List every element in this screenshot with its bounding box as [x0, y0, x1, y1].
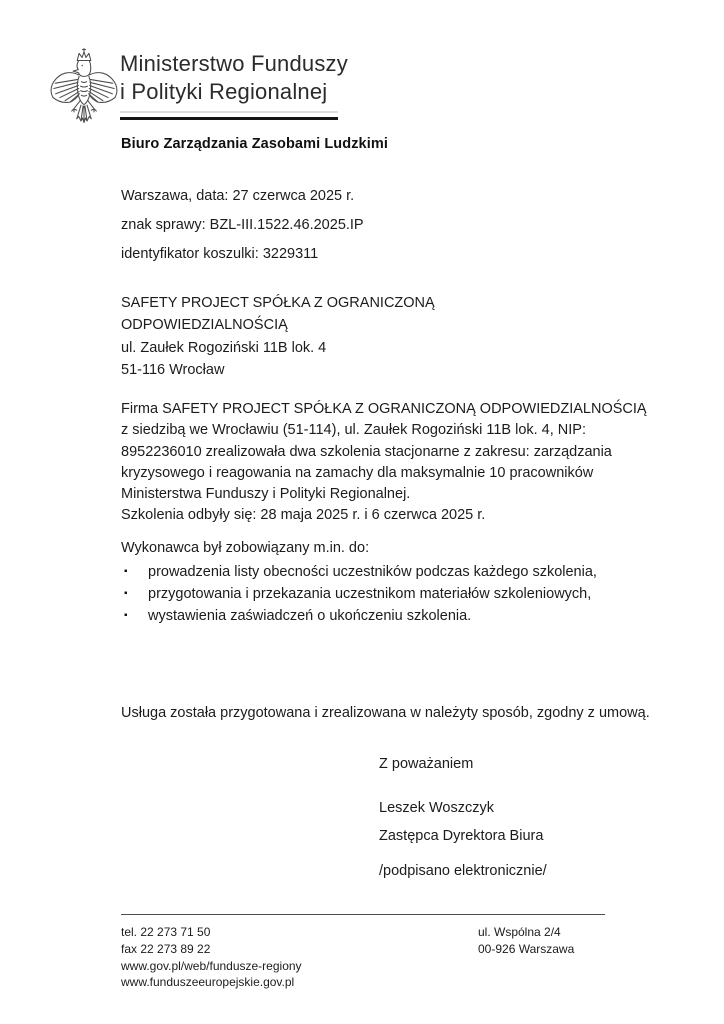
electronic-signature-note: /podpisano elektronicznie/ [379, 863, 547, 879]
footer-website-1: www.gov.pl/web/fundusze-regiony [121, 958, 302, 973]
footer-city: 00-926 Warszawa [478, 941, 575, 956]
recipient-line: 51-116 Wrocław [121, 362, 225, 379]
recipient-line: ul. Zaułek Rogoziński 11B lok. 4 [121, 339, 327, 356]
paragraph-line: Szkolenia odbyły się: 28 maja 2025 r. i 6 czerwca 2025 r. [121, 507, 486, 524]
bullet-square-icon: ▪ [124, 566, 128, 577]
list-item [124, 561, 597, 583]
obligations-list [124, 561, 597, 627]
ministry-title [120, 50, 348, 106]
header-rule-black [120, 117, 338, 120]
list-item [124, 605, 597, 627]
place-date: Warszawa, data: 27 czerwca 2025 r. [121, 188, 355, 204]
closing-statement: Usługa została przygotowana i zrealizowana w należyty sposób, zgodny z umową. [121, 705, 650, 721]
main-paragraph [121, 399, 647, 527]
footer-website-2: www.funduszeeuropejskie.gov.pl [121, 975, 295, 990]
signature-salutation: Z poważaniem [379, 756, 474, 772]
signature-block [379, 756, 547, 880]
case-number: znak sprawy: BZL-III.1522.46.2025.IP [121, 217, 364, 233]
list-item-text: wystawienia zaświadczeń o ukończeniu szkolenia. [148, 608, 472, 624]
recipient-line: SAFETY PROJECT SPÓŁKA Z OGRANICZONĄ [121, 295, 435, 311]
footer-rule [121, 914, 605, 915]
footer-fax: fax 22 273 89 22 [121, 941, 211, 956]
list-item-text: prowadzenia listy obecności uczestników podczas każdego szkolenia, [148, 564, 597, 580]
signatory-title: Zastępca Dyrektora Biura [379, 828, 544, 844]
footer-phone: tel. 22 273 71 50 [121, 925, 211, 939]
paragraph-line: kryzysowego i reagowania na zamachy dla maksymalnie 10 pracowników [121, 464, 594, 481]
polish-eagle-icon [50, 46, 118, 134]
ministry-title-line2: i Polityki Regionalnej [120, 79, 328, 104]
footer-address [478, 924, 574, 958]
paragraph-line: Ministerstwa Funduszy i Polityki Regionalnej. [121, 486, 411, 503]
letter-meta [121, 188, 364, 275]
department-name: Biuro Zarządzania Zasobami Ludzkimi [121, 136, 388, 152]
footer-contact [121, 924, 302, 991]
paragraph-line: Firma SAFETY PROJECT SPÓŁKA Z OGRANICZONĄ ODPOWIEDZIALNOŚCIĄ [121, 401, 647, 417]
list-item-text: przygotowania i przekazania uczestnikom materiałów szkoleniowych, [148, 586, 592, 602]
signatory-name: Leszek Woszczyk [379, 800, 494, 816]
basket-identifier: identyfikator koszulki: 3229311 [121, 246, 319, 262]
bullet-square-icon: ▪ [124, 588, 128, 599]
paragraph-line: z siedzibą we Wrocławiu (51-114), ul. Zaułek Rogoziński 11B lok. 4, NIP: [121, 422, 587, 439]
ministry-title-line1: Ministerstwo Funduszy [120, 51, 348, 76]
recipient-line: ODPOWIEDZIALNOŚCIĄ [121, 317, 288, 334]
obligations-intro: Wykonawca był zobowiązany m.in. do: [121, 540, 370, 556]
footer-street: ul. Wspólna 2/4 [478, 925, 561, 939]
list-item [124, 583, 597, 605]
recipient-address [121, 292, 435, 382]
bullet-square-icon: ▪ [124, 610, 128, 621]
header-rule-gray [120, 111, 338, 113]
paragraph-line: 8952236010 zrealizowała dwa szkolenia stacjonarne z zakresu: zarządzania [121, 443, 612, 460]
